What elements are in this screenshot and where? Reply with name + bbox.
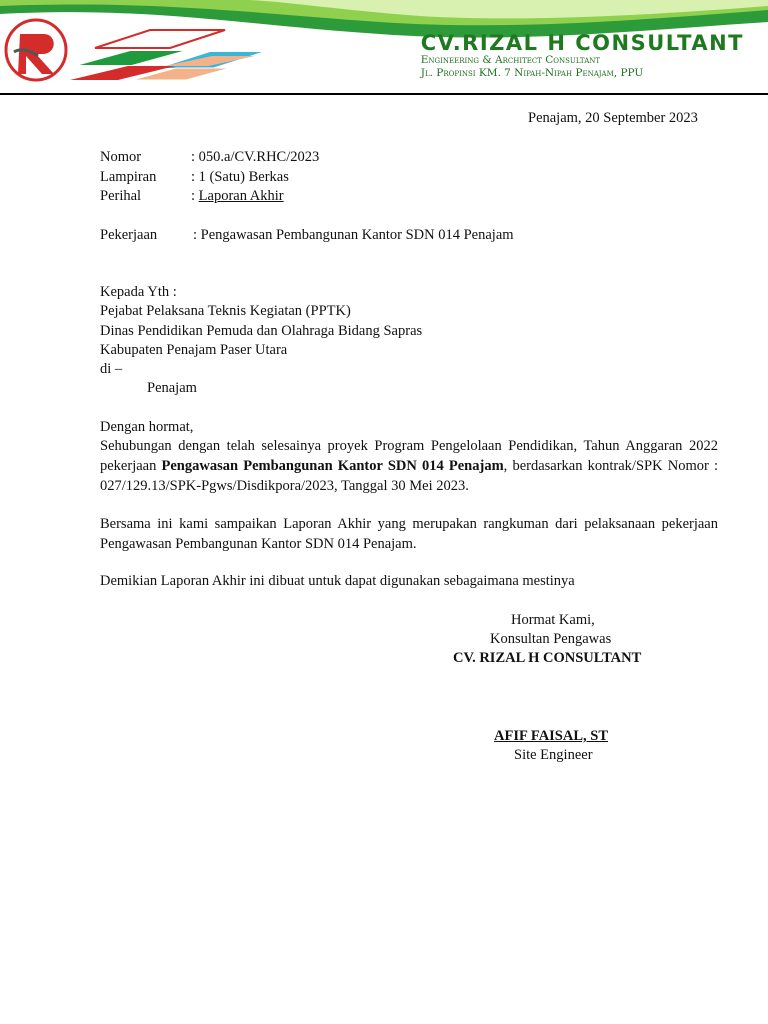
body-paragraph-3: Demikian Laporan Akhir ini dibuat untuk dapat digunakan sebagaimana mestinya (100, 573, 575, 589)
recipient-city: Penajam (147, 380, 197, 396)
field-value-lampiran: : 1 (Satu) Berkas (191, 169, 289, 185)
greeting: Dengan hormat, (100, 419, 194, 435)
company-logo (6, 20, 66, 80)
recipient-line: Pejabat Pelaksana Teknis Kegiatan (PPTK) (100, 303, 351, 319)
company-address: Jl. Propinsi KM. 7 Nipah-Nipah Penajam, PPU (420, 67, 644, 79)
closing-role: Konsultan Pengawas (490, 631, 612, 647)
decorative-tiles-icon (70, 30, 262, 80)
field-value-perihal (191, 187, 284, 206)
letterhead (0, 0, 768, 98)
field-value-pekerjaan: : Pengawasan Pembangunan Kantor SDN 014 Penajam (193, 227, 514, 243)
header-divider (0, 93, 768, 95)
company-name: CV.RIZAL H CONSULTANT (420, 31, 744, 55)
field-label-nomor: Nomor (100, 149, 142, 165)
paragraph-1-bold-text: Pengawasan Pembangunan Kantor SDN 014 Penajam (161, 458, 504, 474)
paragraph-1-text: Sehubungan dengan telah selesainya proyek Program Pengelolaan Pendidikan, Tahun Anggaran 2022 pekerjaan (100, 438, 718, 474)
field-colon-perihal: : (191, 188, 199, 204)
closing-company: CV. RIZAL H CONSULTANT (453, 650, 642, 666)
subject-text: Laporan Akhir (198, 188, 284, 204)
company-tagline: Engineering & Architect Consultant (420, 54, 601, 66)
signer-name: AFIF FAISAL, ST (494, 728, 609, 744)
signer-title: Site Engineer (514, 747, 593, 763)
place-date: Penajam, 20 September 2023 (528, 110, 698, 126)
recipient-intro: Kepada Yth : (100, 284, 177, 300)
field-value-nomor: : 050.a/CV.RHC/2023 (191, 149, 320, 165)
paragraph-1-text-end: , berdasarkan kontrak/SPK Nomor : 027/129.13/SPK-Pgws/Disdikpora/2023, Tanggal 30 Mei 2023. (100, 458, 718, 494)
field-label-lampiran: Lampiran (100, 169, 157, 185)
recipient-line: Dinas Pendidikan Pemuda dan Olahraga Bidang Sapras (100, 323, 423, 339)
closing-salutation: Hormat Kami, (511, 612, 595, 628)
body-paragraph-2: Bersama ini kami sampaikan Laporan Akhir yang merupakan rangkuman dari pelaksanaan pekerjaan Pengawasan Pembangunan Kantor SDN 014 Penajam. (100, 516, 718, 552)
company-block (421, 32, 744, 80)
field-label-pekerjaan: Pekerjaan (100, 227, 158, 243)
recipient-line: Kabupaten Penajam Paser Utara (100, 342, 288, 358)
field-label-perihal: Perihal (100, 188, 142, 204)
body-paragraph-1 (100, 436, 718, 496)
recipient-line: di – (100, 361, 123, 377)
